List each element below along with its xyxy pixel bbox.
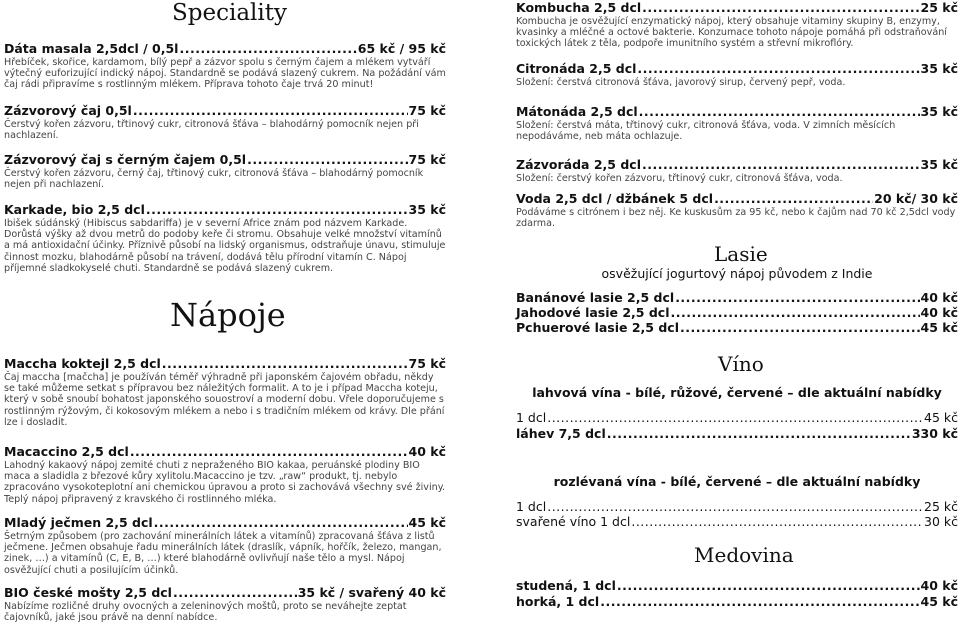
medovina-heading: Medovina [694, 543, 794, 567]
item-price: 40 kč [920, 578, 958, 593]
item-price: 25 kč [920, 0, 958, 15]
vino-heading: Víno [718, 352, 764, 376]
vino-subtitle-draught: rozlévaná vína - bílé, červené – dle aktuální nabídky [553, 474, 921, 489]
menu-item [4, 356, 446, 428]
menu-item [4, 41, 446, 91]
leader-dots [671, 305, 920, 320]
item-name: Kombucha 2,5 dcl [516, 0, 642, 15]
item-name: Dáta masala 2,5dcl / 0,5l [4, 41, 179, 56]
leader-dots [154, 515, 408, 530]
speciality-heading: Speciality [172, 0, 287, 26]
item-price: 40 kč [408, 444, 446, 459]
menu-item [4, 202, 446, 274]
leader-dots [631, 514, 923, 529]
item-description: Čaj maccha [mačcha] je používán téměř výhradně při japonském čajovém obřadu, někdy se také můžeme setkat s přípravou bez náležitých formalit. A to je i případ Maccha koteju, který v sobě snoubí bohatost japonského souostroví a moderní dobu. Vřele doporučujeme s rostlinným rýžovým, či kokosovým mlékem a nebo i s tradičním mlékem od krávy. Dle přání lze i dosladit. [4, 372, 445, 428]
item-name: Zázvorový čaj s černým čajem 0,5l [4, 152, 247, 167]
menu-item [516, 290, 958, 305]
menu-item [516, 0, 958, 50]
item-description: Nabízíme rozličné druhy ovocných a zeleninových moštů, proto se neváhejte zeptat čajovníků, jaké jsou právě na denní nabídce. [4, 601, 407, 624]
leader-dots [642, 157, 920, 172]
item-description: Lahodný kakaový nápoj zemité chuti z nepraženého BIO kakaa, peruánské plodiny BIO maca a sladidla z březové kůry xylitolu.Macaccino je tzv. „raw“ produkt, tj. nebylo zpracováno vysokoteplotní ani chemickou úpravou a proto si zachovává všechny své živiny. Teplý nápoj připravený z kravského či rostlinného mléka. [4, 460, 446, 505]
leader-dots [179, 41, 356, 56]
item-name: Citronáda 2,5 dcl [516, 61, 637, 76]
menu-item [516, 578, 958, 593]
leader-dots [680, 320, 920, 335]
item-name: Voda 2,5 dcl / džbánek 5 dcl [516, 191, 714, 206]
item-price: 20 kč/ 30 kč [874, 191, 958, 206]
menu-item [516, 104, 958, 142]
item-name: svařené víno 1 dcl [516, 514, 631, 529]
item-price: 40 kč [920, 305, 958, 320]
item-name: studená, 1 dcl [516, 578, 616, 593]
item-name: horká, 1 dcl [516, 594, 600, 609]
menu-item [516, 499, 958, 514]
item-price: 25 kč [924, 499, 958, 514]
leader-dots [714, 191, 873, 206]
item-name: Mátonáda 2,5 dcl [516, 104, 638, 119]
lasie-heading: Lasie [714, 242, 768, 266]
item-description: Čerstvý kořen zázvoru, třtinový cukr, citronová šťáva – blahodárný pomocník nejen při nachlazení. [4, 119, 419, 142]
item-name: Zázvoráda 2,5 dcl [516, 157, 641, 172]
item-price: 330 kč [911, 426, 958, 441]
menu-item [516, 191, 958, 229]
item-name: Karkade, bio 2,5 dcl [4, 202, 145, 217]
item-price: 45 kč [408, 515, 446, 530]
leader-dots [547, 410, 923, 425]
menu-item [4, 515, 446, 576]
napoje-heading: Nápoje [170, 296, 286, 334]
menu-item [516, 426, 958, 441]
menu-item [516, 61, 958, 88]
lasie-subtitle: osvěžující jogurtový nápoj původem z Indie [601, 266, 873, 281]
item-price: 65 kč / 95 kč [357, 41, 446, 56]
vino-subtitle-bottled: lahvová vína - bílé, růžové, červené – dle aktuální nabídky [532, 385, 942, 400]
leader-dots [600, 594, 919, 609]
leader-dots [617, 578, 920, 593]
menu-item [4, 152, 446, 190]
leader-dots [642, 0, 919, 15]
leader-dots [547, 499, 923, 514]
leader-dots [146, 202, 408, 217]
item-description: Šetrným způsobem (pro zachování minerálních látek a vitamínů) zpracovaná šťáva z listů ječmene. Ječmen obsahuje řadu minerálních látek (draslík, vápník, hořčík, železo, mangan, zinek, …) a vitamínů (C, E, B, …) které blahodárně ovlivňují naše tělo a mysl. Nápoj osvěžující chuti a posilujícím účinků. [4, 531, 442, 576]
item-description: Ibišek súdánský (Hibiscus sabdariffa) je v severní Africe znám pod názvem Karkade. Dorůstá výšky až dvou metrů do podoby keře či stromu. Obsahuje velké množství vitamínů a má antioxidační účinky. Příznivě působí na lidský organismus, odstraňuje únavu, stimuluje činnost mozku, blahodárně působí na trávení, dodává tělu přírodní vitamín C. Nápoj příjemné sladkokyselé chuti. Standardně se podává slazený cukrem. [4, 218, 446, 274]
menu-item [516, 305, 958, 320]
leader-dots [133, 103, 408, 118]
item-description: Podáváme s citrónem i bez něj. Ke kuskusům za 95 kč, nebo k čajům nad 70 kč 2,5dcl vody zdarma. [516, 207, 956, 230]
item-price: 35 kč [920, 104, 958, 119]
item-price: 75 kč [408, 103, 446, 118]
item-name: Macaccino 2,5 dcl [4, 444, 129, 459]
item-price: 30 kč [924, 514, 958, 529]
menu-item [4, 444, 446, 505]
leader-dots [675, 290, 919, 305]
leader-dots [162, 356, 408, 371]
item-name: láhev 7,5 dcl [516, 426, 606, 441]
item-name: BIO české mošty 2,5 dcl [4, 585, 172, 600]
menu-item [4, 585, 446, 623]
item-name: Zázvorový čaj 0,5l [4, 103, 132, 118]
menu-item [516, 157, 958, 184]
leader-dots [607, 426, 911, 441]
item-description: Kombucha je osvěžující enzymatický nápoj, který obsahuje vitaminy skupiny B, enzymy, kvasinky a mléčné a octové bakterie. Konzumace tohoto nápoje pomáhá při odstraňování toxických látek z těla, podpoře imunitního systém a střevní mikroflóry. [516, 16, 947, 50]
item-name: Pchuerové lasie 2,5 dcl [516, 320, 679, 335]
menu-item [516, 514, 958, 529]
menu-item [516, 320, 958, 335]
item-price: 35 kč / svařený 40 kč [297, 585, 446, 600]
item-price: 45 kč [920, 320, 958, 335]
leader-dots [173, 585, 297, 600]
leader-dots [639, 104, 920, 119]
leader-dots [247, 152, 407, 167]
item-price: 75 kč [408, 152, 446, 167]
item-price: 45 kč [924, 410, 958, 425]
item-price: 35 kč [920, 61, 958, 76]
leader-dots [637, 61, 919, 76]
item-name: Jahodové lasie 2,5 dcl [516, 305, 670, 320]
item-price: 75 kč [408, 356, 446, 371]
item-name: Banánové lasie 2,5 dcl [516, 290, 675, 305]
item-name: 1 dcl [516, 499, 547, 514]
item-description: Hřebíček, skořice, kardamom, bílý pepř a zázvor spolu s černým čajem a mlékem vytváří výtečný euforizující indický nápoj. Standardně se podává slazený cukrem. Na požádání vám čaj rádi připravíme s rostlinným mlékem. Příprava tohoto čaje trvá 20 minut! [4, 57, 446, 91]
item-price: 35 kč [920, 157, 958, 172]
item-price: 40 kč [920, 290, 958, 305]
leader-dots [130, 444, 408, 459]
item-description: Složení: čerstvá citronová šťáva, javorový sirup, červený pepř, voda. [516, 77, 846, 88]
item-description: Čerstvý kořen zázvoru, černý čaj, třtinový cukr, citronová šťáva – blahodárný pomocník nejen při nachlazení. [4, 168, 424, 191]
item-price: 45 kč [920, 594, 958, 609]
item-description: Složení: čerstvý kořen zázvoru, třtinový cukr, citronová šťáva, voda. [516, 173, 843, 184]
menu-item [516, 594, 958, 609]
item-price: 35 kč [408, 202, 446, 217]
item-name: Mladý ječmen 2,5 dcl [4, 515, 153, 530]
item-description: Složení: čerstvá máta, třtinový cukr, citronová šťáva, voda. V zimních měsících nepodáváme, neb máta ochlazuje. [516, 120, 896, 143]
menu-item [4, 103, 446, 141]
item-name: Maccha koktejl 2,5 dcl [4, 356, 161, 371]
item-name: 1 dcl [516, 410, 547, 425]
menu-item [516, 410, 958, 425]
